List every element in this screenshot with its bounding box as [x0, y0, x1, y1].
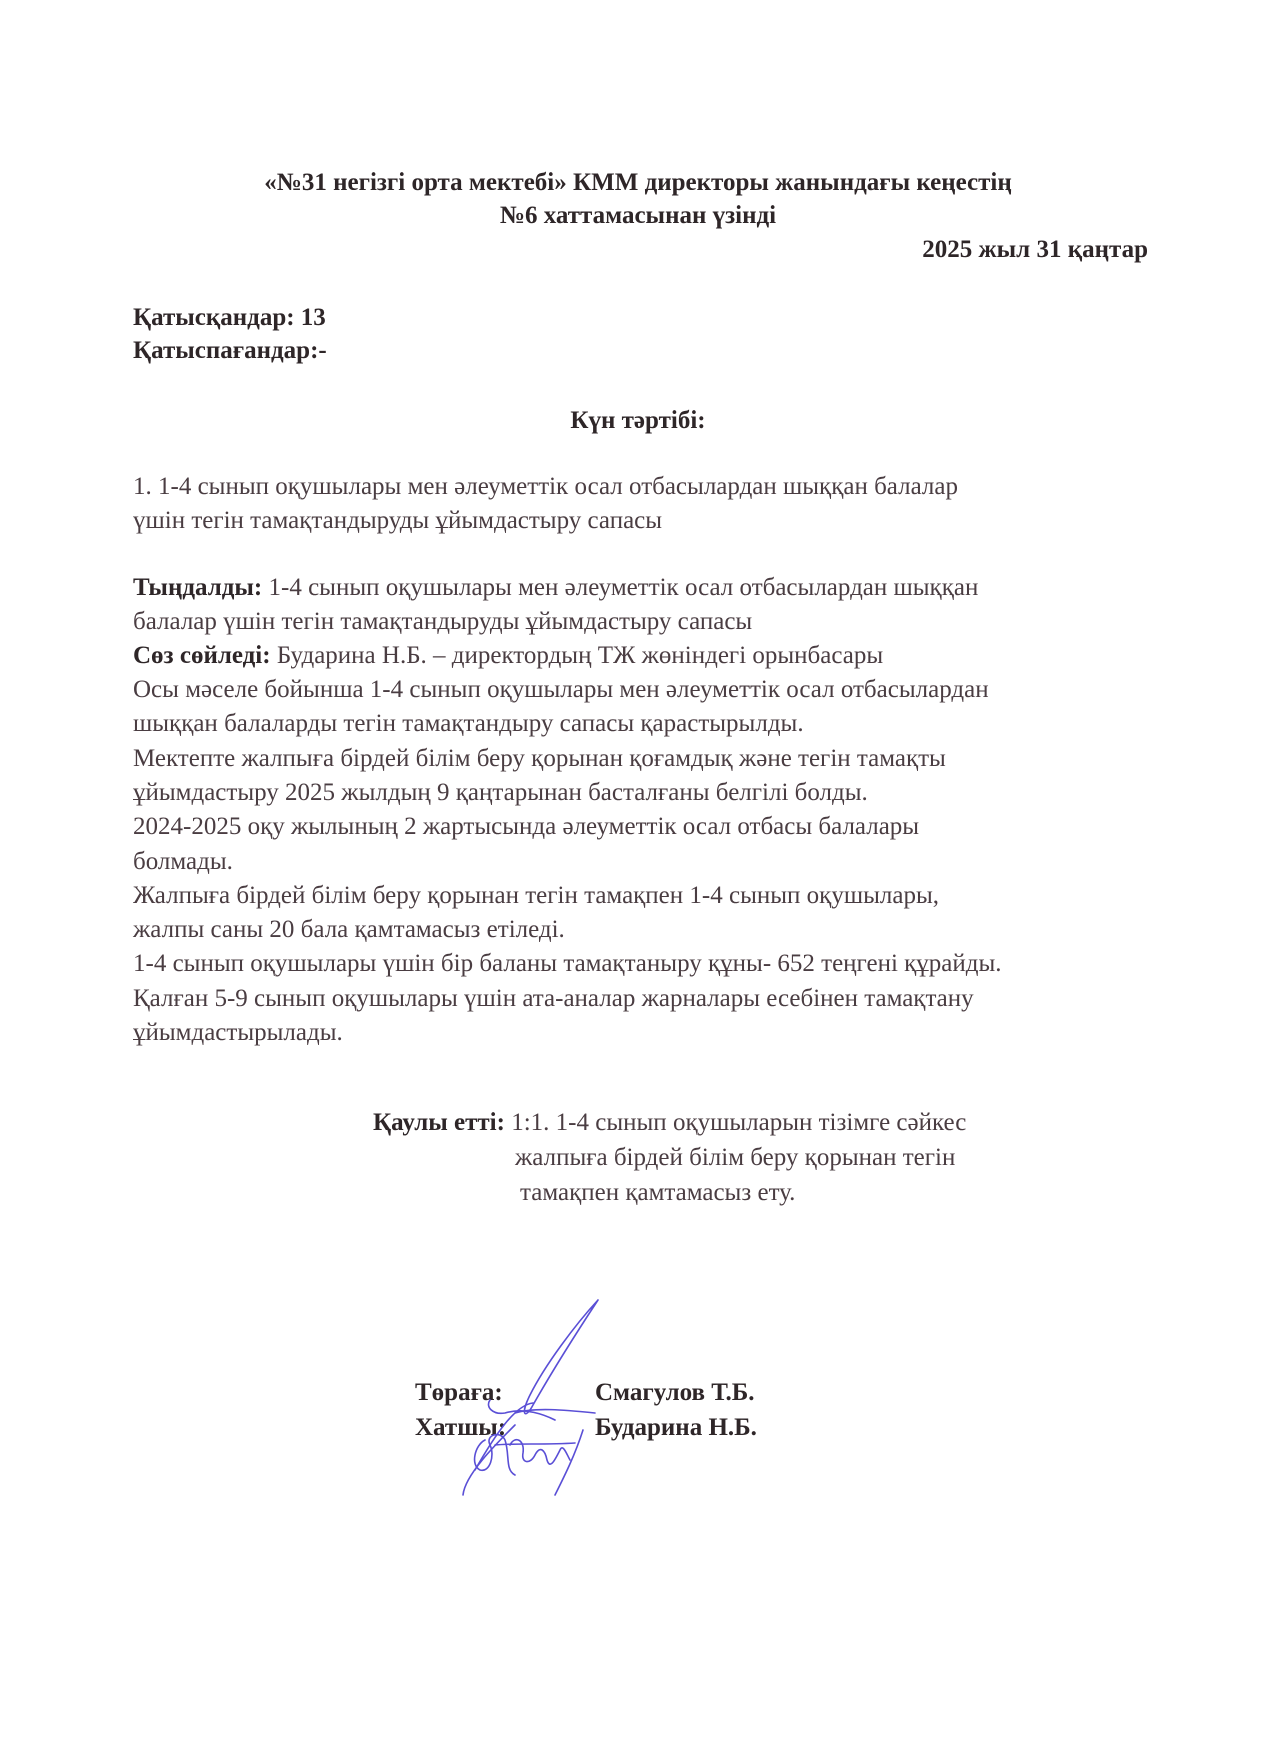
minutes-body-line: шыққан балаларды тегін тамақтандыру сапасы қарастырылды. — [133, 710, 804, 738]
minutes-body-line: 1-4 сынып оқушылары үшін бір баланы тамақтаныру құны- 652 теңгені құрайды. — [133, 950, 1002, 978]
document-title-line1: «№31 негізгі орта мектебі» КММ директоры жанындағы кеңестің — [264, 169, 1012, 196]
agenda-item-line: 1. 1-4 сынып оқушылары мен әлеуметтік осал отбасылардан шыққан балалар — [133, 473, 958, 500]
minutes-body-line: ұйымдастыру 2025 жылдың 9 қаңтарынан басталғаны белгілі болды. — [133, 778, 868, 806]
minutes-body-line: Мектепте жалпыға бірдей білім беру қорынан қоғамдық және тегін тамақты — [133, 744, 946, 772]
minutes-body-line: 2024-2025 оқу жылының 2 жартысында әлеуметтік осал отбасы балалары — [133, 813, 920, 841]
heard-text: 1-4 сынып оқушылары мен әлеуметтік осал отбасылардан шыққан — [262, 574, 979, 601]
secretary-label: Хатшы: — [415, 1414, 507, 1441]
heard-line1 — [133, 573, 978, 603]
speaker-line — [133, 641, 883, 671]
heard-label: Тыңдалды: — [133, 574, 263, 601]
heard-line2: балалар үшін тегін тамақтандыруды ұйымдастыру сапасы — [133, 608, 753, 635]
document-title-line2: №6 хаттамасынан үзінді — [499, 202, 777, 229]
speaker-label: Сөз сөйледі: — [133, 642, 271, 669]
minutes-body-line: Осы мәселе бойынша 1-4 сынып оқушылары мен әлеуметтік осал отбасылардан — [133, 676, 989, 703]
attendees-present: Қатысқандар: 13 — [133, 304, 326, 331]
decision-line2: жалпыға бірдей білім беру қорынан тегін — [515, 1144, 956, 1171]
decision-line3: тамақпен қамтамасыз ету. — [520, 1179, 796, 1206]
chair-name: Смагулов Т.Б. — [595, 1379, 755, 1406]
minutes-body-line: болмады. — [133, 847, 233, 875]
minutes-body-line: жалпы саны 20 бала қамтамасыз етіледі. — [133, 916, 565, 944]
minutes-body-line: ұйымдастырылады. — [133, 1019, 343, 1046]
speaker-text: Бударина Н.Б. – директордың ТЖ жөніндегі орынбасары — [270, 642, 884, 669]
decision-line1 — [373, 1108, 966, 1138]
minutes-body-line: Жалпыға бірдей білім беру қорынан тегін тамақпен 1-4 сынып оқушылары, — [133, 881, 939, 909]
attendees-absent: Қатыспағандар:- — [133, 337, 327, 364]
chair-label: Төраға: — [415, 1379, 503, 1406]
decision-text: 1:1. 1-4 сынып оқушыларын тізімге сәйкес — [504, 1109, 967, 1136]
document-date: 2025 жыл 31 қаңтар — [922, 236, 1148, 263]
decision-label: Қаулы етті: — [373, 1109, 505, 1136]
secretary-name: Бударина Н.Б. — [595, 1414, 757, 1441]
agenda-heading: Күн тәртібі: — [570, 407, 706, 434]
agenda-item-line: үшін тегін тамақтандыруды ұйымдастыру сапасы — [133, 507, 663, 534]
minutes-body-line: Қалған 5-9 сынып оқушылары үшін ата-аналар жарналары есебінен тамақтану — [133, 984, 974, 1012]
handwritten-signature — [455, 1295, 615, 1505]
